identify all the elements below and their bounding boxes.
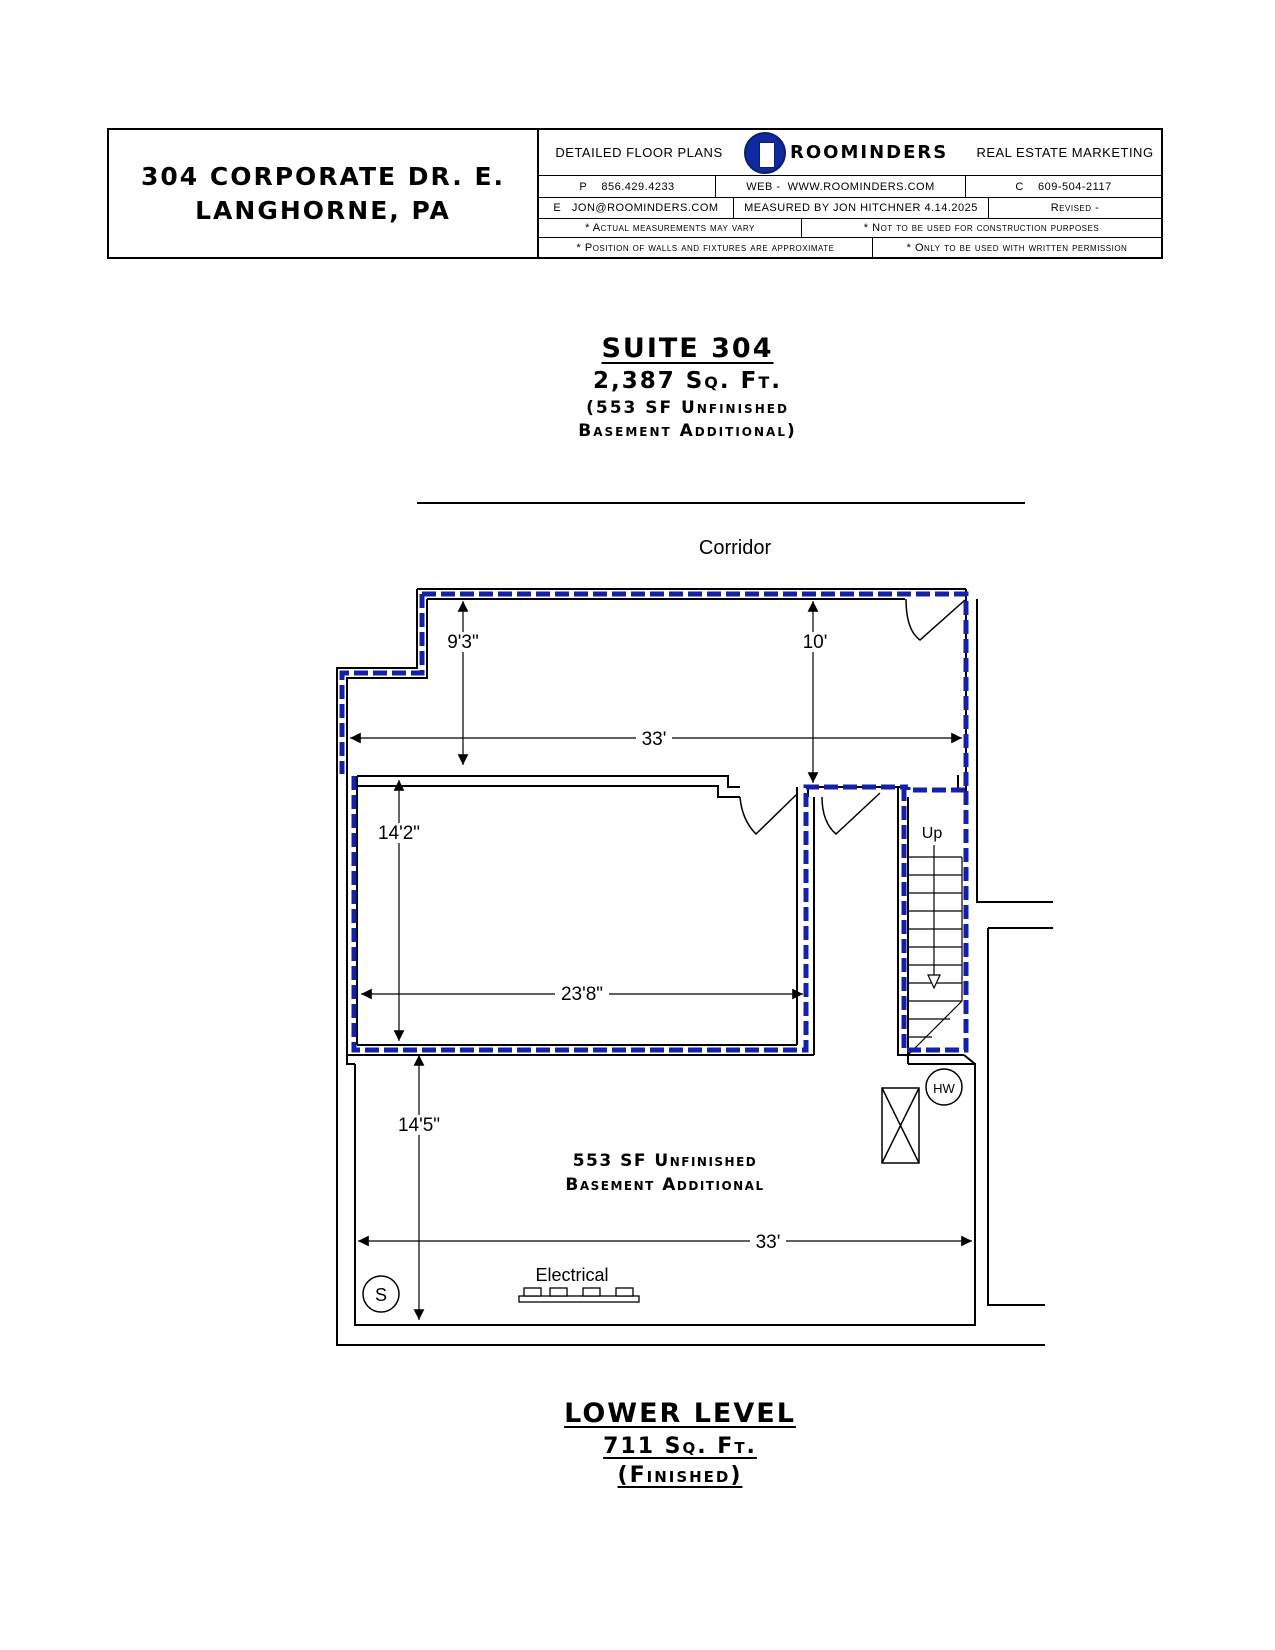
door-swing-top-right <box>906 599 965 640</box>
unfinished-line-1: 553 SF Unfinished <box>572 1151 758 1171</box>
email-label: E <box>553 202 562 214</box>
cell-label: C <box>1015 180 1024 193</box>
address-line-1: 304 CORPORATE DR. E. <box>140 161 506 191</box>
sump-label: S <box>374 1285 388 1305</box>
dimension-lines <box>350 601 972 1320</box>
measured-by: MEASURED BY JON HITCHNER 4.14.2025 <box>733 198 988 218</box>
suite-note-line-1: (553 SF Unfinished <box>586 398 789 418</box>
lower-level-area <box>0 1434 1275 1459</box>
note-actual-measurements: * Actual measurements may vary <box>585 222 755 234</box>
door-swing-finished-room <box>740 795 796 834</box>
suite-area: 2,387 Sq. Ft. <box>592 368 783 394</box>
note-written-permission: * Only to be used with written permission <box>872 238 1161 257</box>
doors <box>740 599 965 834</box>
dim-9-3: 9'3" <box>447 632 479 653</box>
door-swing-stair-landing <box>822 793 880 834</box>
lower-level-title <box>0 1398 1275 1429</box>
stairs-up-label: Up <box>921 825 943 842</box>
dim-23-8: 23'8" <box>560 984 604 1005</box>
dim-33-bottom: 33' <box>755 1232 781 1253</box>
electrical-panel-icon <box>519 1288 639 1302</box>
detailed-floor-plans-label: DETAILED FLOOR PLANS <box>555 145 723 160</box>
hvac-unit <box>882 1088 919 1163</box>
electrical-label: Electrical <box>535 1265 609 1285</box>
dim-10: 10' <box>802 632 828 653</box>
phone-label: P <box>579 180 588 193</box>
stairs <box>908 845 962 1055</box>
web-value: WWW.ROOMINDERS.COM <box>787 180 935 193</box>
lower-level-finished <box>0 1463 1275 1488</box>
walls <box>337 589 1053 1345</box>
web-label: WEB - <box>746 180 781 193</box>
finished-area-outline <box>342 594 966 1050</box>
unfinished-line-2: Basement Additional <box>565 1175 765 1195</box>
plan-labels <box>374 537 956 1305</box>
lower-level-area-text: 711 Sq. Ft. <box>603 1434 757 1459</box>
lower-level-finished-text: (Finished) <box>617 1463 743 1488</box>
note-position-approximate: * Position of walls and fixtures are approximate <box>576 241 835 254</box>
revised: Revised - <box>988 198 1161 218</box>
dim-14-2: 14'2" <box>377 823 421 844</box>
note-not-for-construction: * Not to be used for construction purposes <box>801 219 1161 237</box>
dim-33-top: 33' <box>641 729 667 750</box>
address-line-2: LANGHORNE, PA <box>195 195 451 225</box>
lower-level-title-text: LOWER LEVEL <box>564 1398 796 1429</box>
dim-14-5: 14'5" <box>397 1115 441 1136</box>
email-value: JON@ROOMINDERS.COM <box>571 202 719 214</box>
suite-note-line-2: Basement Additional) <box>578 421 797 441</box>
brand-name: ROOMINDERS <box>790 142 949 163</box>
corridor-label: Corridor <box>698 537 772 559</box>
cell-value: 609-504-2117 <box>1038 180 1112 193</box>
phone-value: 856.429.4233 <box>601 180 675 193</box>
water-heater-label: HW <box>933 1081 955 1096</box>
suite-title-text: SUITE 304 <box>601 333 774 364</box>
real-estate-marketing-label: REAL ESTATE MARKETING <box>976 145 1154 160</box>
